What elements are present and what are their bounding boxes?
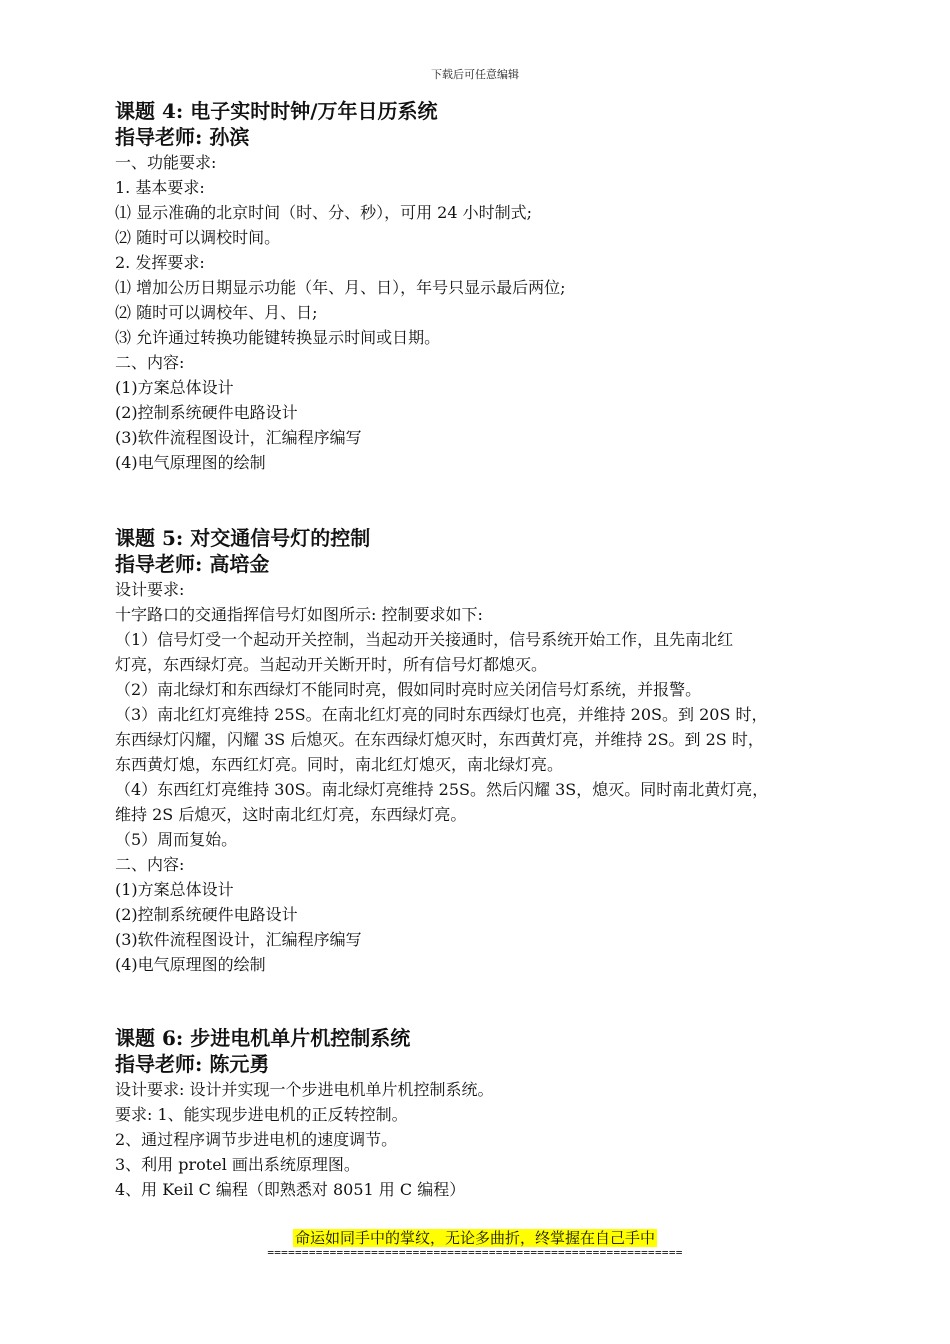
text-line: (2)控制系统硬件电路设计 [115,403,298,422]
text-line: 东西黄灯熄，东西红灯亮。同时，南北红灯熄灭，南北绿灯亮。 [115,755,564,774]
topic-6-title: 课题 6: 步进电机单片机控制系统 [115,1026,411,1050]
text-line: 3、利用 protel 画出系统原理图。 [115,1155,360,1174]
text-line: 维持 2S 后熄灭，这时南北红灯亮，东西绿灯亮。 [115,805,467,824]
footer-rule: ============================================================ [267,1246,683,1259]
text-line: 东西绿灯闪耀，闪耀 3S 后熄灭。在东西绿灯熄灭时，东西黄灯亮，并维持 2S。到 2S 时， [115,730,764,749]
text-line: 1. 基本要求: [115,178,205,197]
footer-motto-text: 命运如同手中的掌纹，无论多曲折，终掌握在自己手中 [294,1229,655,1247]
text-line: (2)控制系统硬件电路设计 [115,905,298,924]
text-line: 设计要求: 设计并实现一个步进电机单片机控制系统。 [115,1080,494,1099]
text-line: 二、内容: [115,855,185,874]
text-line: ⑵ 随时可以调校时间。 [115,228,281,247]
section-spacer [115,475,875,525]
text-line: 要求: 1、能实现步进电机的正反转控制。 [115,1105,408,1124]
topic-5-title: 课题 5: 对交通信号灯的控制 [115,526,371,550]
text-line: （3）南北红灯亮维持 25S。在南北红灯亮的同时东西绿灯也亮，并维持 20S。到 20S 时， [115,705,768,724]
text-line: 2. 发挥要求: [115,253,205,272]
text-line: 设计要求: [115,580,185,599]
text-line: ⑶ 允许通过转换功能键转换显示时间或日期。 [115,328,441,347]
text-line: （5）周而复始。 [115,830,238,849]
text-line: (4)电气原理图的绘制 [115,955,266,974]
text-line: ⑵ 随时可以调校年、月、日; [115,303,318,322]
text-line: (3)软件流程图设计，汇编程序编写 [115,930,362,949]
footer-motto [0,1228,950,1247]
topic-5-teacher: 指导老师: 高培金 [115,552,270,576]
text-line: 2、通过程序调节步进电机的速度调节。 [115,1130,398,1149]
text-line: （1）信号灯受一个起动开关控制，当起动开关接通时，信号系统开始工作，且先南北红 [115,630,734,649]
text-line: (1)方案总体设计 [115,378,234,397]
text-line: 一、功能要求: [115,153,217,172]
topic-6-section [115,1025,875,1202]
text-line: (4)电气原理图的绘制 [115,453,266,472]
text-line: 十字路口的交通指挥信号灯如图所示: 控制要求如下: [115,605,483,624]
section-spacer [115,977,875,1025]
text-line: (3)软件流程图设计，汇编程序编写 [115,428,362,447]
topic-6-teacher: 指导老师: 陈元勇 [115,1052,270,1076]
topic-4-section [115,98,875,475]
text-line: 4、用 Keil C 编程（即熟悉对 8051 用 C 编程） [115,1180,466,1199]
text-line: ⑴ 增加公历日期显示功能（年、月、日），年号只显示最后两位; [115,278,566,297]
topic-4-title: 课题 4: 电子实时时钟/万年日历系统 [115,99,438,123]
text-line: （4）东西红灯亮维持 30S。南北绿灯亮维持 25S。然后闪耀 3S，熄灭。同时南北黄灯亮， [115,780,769,799]
page-header-note: 下载后可任意编辑 [431,68,519,81]
topic-4-teacher: 指导老师: 孙滨 [115,125,250,149]
text-line: 灯亮，东西绿灯亮。当起动开关断开时，所有信号灯都熄灭。 [115,655,548,674]
document-body [115,98,875,1202]
text-line: 二、内容: [115,353,185,372]
text-line: （2）南北绿灯和东西绿灯不能同时亮，假如同时亮时应关闭信号灯系统，并报警。 [115,680,702,699]
topic-5-section [115,525,875,977]
text-line: (1)方案总体设计 [115,880,234,899]
text-line: ⑴ 显示准确的北京时间（时、分、秒），可用 24 小时制式; [115,203,533,222]
